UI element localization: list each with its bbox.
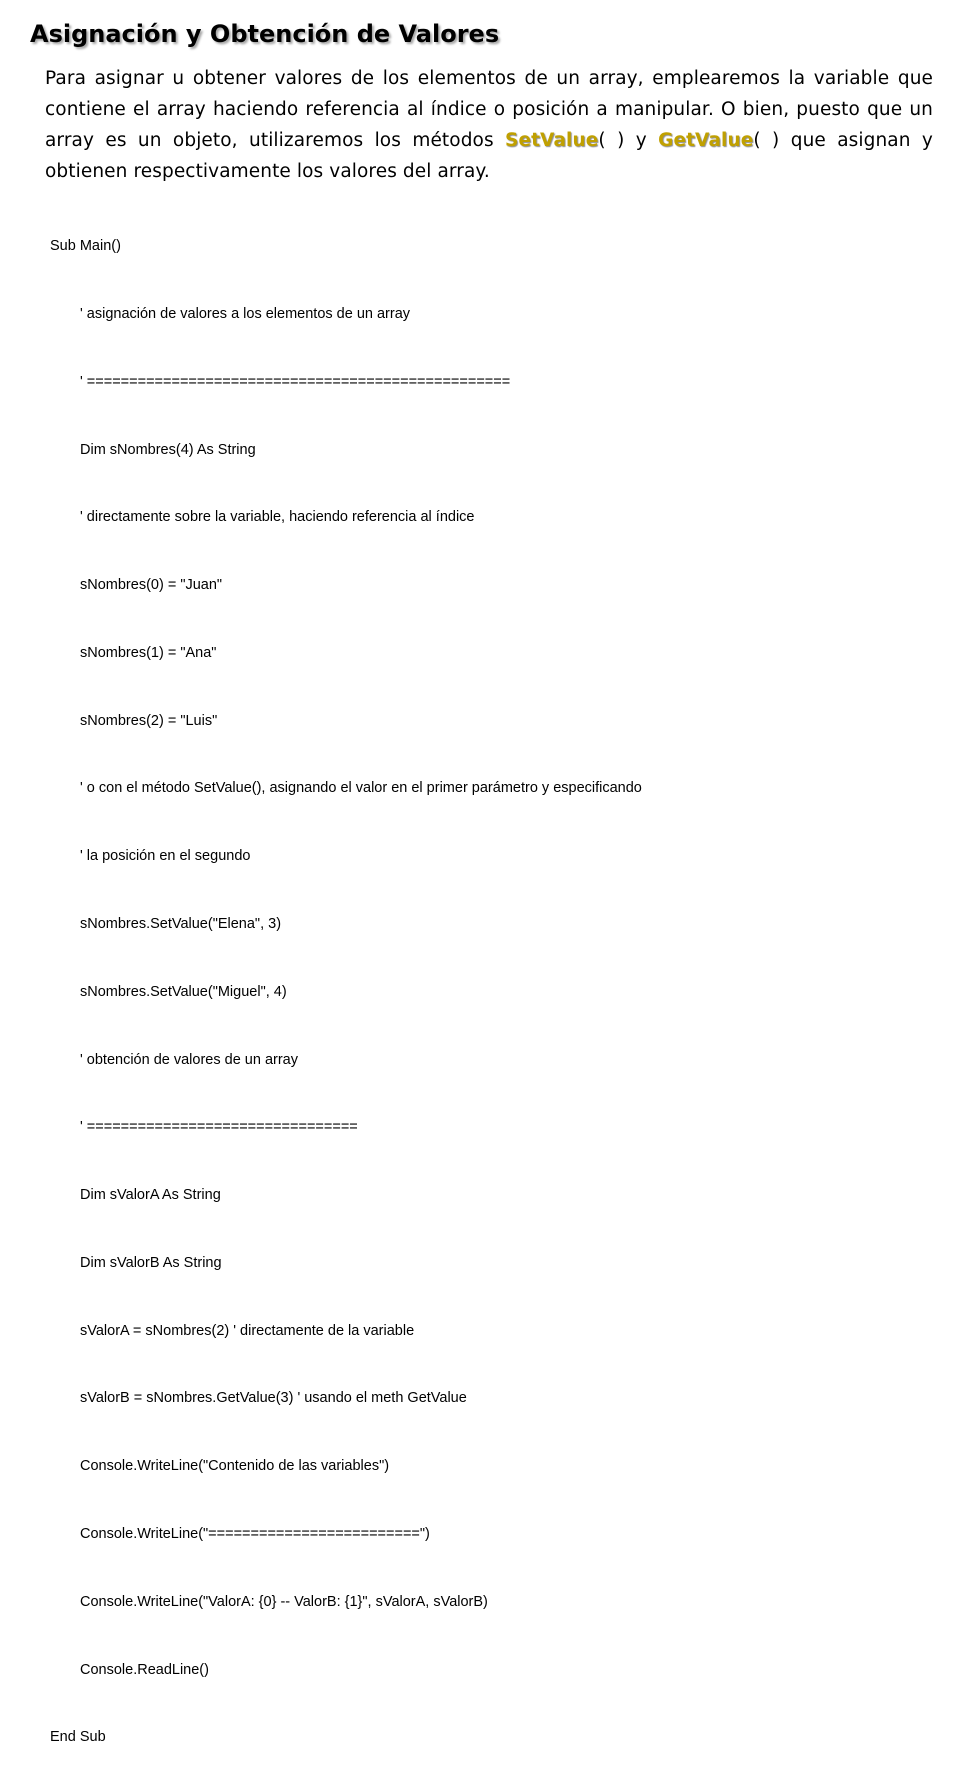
code-line: Dim sValorB As String bbox=[80, 1254, 222, 1271]
code-line: sNombres.SetValue("Elena", 3) bbox=[80, 916, 282, 932]
slide-title: Asignación y Obtención de Valores bbox=[30, 20, 500, 48]
code-line: ' directamente sobre la variable, haciendo referencia al índice bbox=[80, 509, 475, 526]
code-line: sValorA = sNombres(2) ' directamente de la variable bbox=[80, 1322, 415, 1339]
code-line: ' o con el método SetValue(), asignando el valor en el primer parámetro y especificando bbox=[80, 780, 642, 797]
code-line: ' ================================ bbox=[80, 1119, 358, 1136]
code-line: End Sub bbox=[50, 1729, 106, 1746]
code-line: Sub Main() bbox=[50, 238, 121, 255]
intro-paragraph bbox=[45, 63, 933, 187]
getvalue-method-highlight: GetValue bbox=[658, 130, 754, 151]
code-line: sNombres(2) = "Luis" bbox=[80, 712, 218, 729]
code-line: Dim sNombres(4) As String bbox=[80, 441, 256, 458]
code-line: Console.ReadLine() bbox=[80, 1661, 209, 1678]
code-line: ' la posición en el segundo bbox=[80, 848, 251, 865]
code-line: sNombres(0) = "Juan" bbox=[80, 577, 223, 594]
code-block bbox=[50, 190, 642, 1772]
intro-text-after: ( ) que asignan y obtienen respectivamente los valores del array. bbox=[45, 130, 933, 182]
code-line: ' obtención de valores de un array bbox=[80, 1051, 298, 1068]
code-line: sNombres.SetValue("Miguel", 4) bbox=[80, 983, 287, 1000]
code-line: ' asignación de valores a los elementos de un array bbox=[80, 305, 411, 322]
code-line: sValorB = sNombres.GetValue(3) ' usando el meth GetValue bbox=[80, 1390, 467, 1407]
code-line: sNombres(1) = "Ana" bbox=[80, 644, 217, 661]
setvalue-method-highlight: SetValue bbox=[505, 130, 599, 151]
code-line: ' ================================================== bbox=[80, 373, 511, 390]
code-line: Dim sValorA As String bbox=[80, 1187, 221, 1204]
code-line: Console.WriteLine("=========================") bbox=[80, 1526, 430, 1543]
code-line: Console.WriteLine("ValorA: {0} -- ValorB: {1}", sValorA, sValorB) bbox=[80, 1593, 488, 1610]
code-line: Console.WriteLine("Contenido de las variables") bbox=[80, 1458, 390, 1475]
intro-text-middle: ( ) y bbox=[598, 130, 659, 151]
intro-text-before: Para asignar u obtener valores de los elementos de un array, emplearemos la variable que contiene el array haciendo referencia al índice o posición a manipular. O bien, puesto que un array es un objeto, utilizaremos los métodos bbox=[45, 68, 933, 151]
